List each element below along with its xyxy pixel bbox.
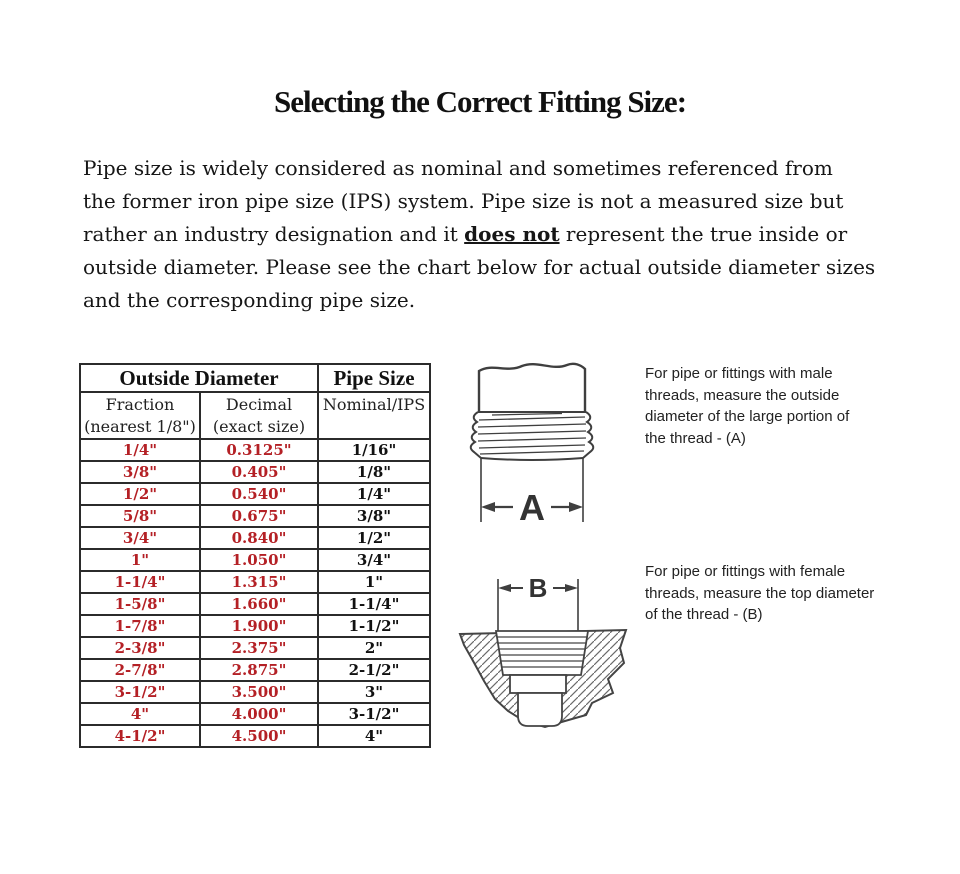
intro-paragraph bbox=[83, 152, 903, 317]
caption-line: the thread - (A) bbox=[645, 429, 746, 447]
decimal-sublabel: (exact size) bbox=[212, 417, 306, 436]
dimension-a bbox=[481, 487, 583, 528]
caption-line: threads, measure the top diameter bbox=[645, 584, 875, 602]
nominal-ips-label: Nominal/IPS bbox=[322, 395, 426, 414]
decimal-cell: 2.375" bbox=[200, 637, 318, 659]
male-fitting-diagram bbox=[452, 357, 642, 532]
fraction-cell: 1-5/8" bbox=[80, 593, 200, 615]
decimal-cell: 1.660" bbox=[200, 593, 318, 615]
dimension-a-label: A bbox=[519, 487, 545, 528]
table-sub-header-row bbox=[80, 392, 430, 439]
thread-bottom-edge bbox=[481, 458, 583, 460]
pipe-size-cell: 1-1/4" bbox=[318, 593, 430, 615]
table-row bbox=[80, 593, 430, 615]
caption-line: of the thread - (B) bbox=[645, 606, 763, 623]
decimal-cell: 4.000" bbox=[200, 703, 318, 725]
intro-line bbox=[83, 218, 903, 251]
dimension-b-right-arrowhead bbox=[565, 584, 578, 592]
pipe-size-cell: 1/16" bbox=[318, 439, 430, 461]
dimension-b-left-arrowhead bbox=[498, 584, 511, 592]
intro-line: Pipe size is widely considered as nominal and sometimes referenced from bbox=[83, 156, 833, 180]
decimal-cell: 0.675" bbox=[200, 505, 318, 527]
male-thread-caption bbox=[645, 363, 849, 449]
table-row bbox=[80, 571, 430, 593]
caption-line: For pipe or fittings with male bbox=[645, 365, 833, 382]
fraction-cell: 3-1/2" bbox=[80, 681, 200, 703]
pipe-size-cell: 1-1/2" bbox=[318, 615, 430, 637]
fraction-cell: 4" bbox=[80, 703, 200, 725]
decimal-cell: 4.500" bbox=[200, 725, 318, 747]
fraction-sublabel: (nearest 1/8") bbox=[84, 417, 196, 436]
decimal-cell: 3.500" bbox=[200, 681, 318, 703]
decimal-cell: 2.875" bbox=[200, 659, 318, 681]
table-row bbox=[80, 439, 430, 461]
pipe-size-cell: 4" bbox=[318, 725, 430, 747]
intro-line: the former iron pipe size (IPS) system. Pipe size is not a measured size but bbox=[83, 189, 844, 213]
fraction-cell: 1/4" bbox=[80, 439, 200, 461]
fraction-cell: 1" bbox=[80, 549, 200, 571]
hole-shoulder bbox=[510, 675, 566, 693]
decimal-label: Decimal bbox=[225, 395, 293, 414]
pipe-size-table bbox=[79, 363, 431, 748]
pipe-size-cell: 2-1/2" bbox=[318, 659, 430, 681]
pipe-body bbox=[479, 364, 585, 413]
nominal-ips-column-header bbox=[318, 392, 430, 439]
fraction-cell: 5/8" bbox=[80, 505, 200, 527]
fraction-cell: 2-7/8" bbox=[80, 659, 200, 681]
intro-line: and the corresponding pipe size. bbox=[83, 288, 416, 312]
table-group-header-row bbox=[80, 364, 430, 392]
decimal-cell: 1.900" bbox=[200, 615, 318, 637]
fraction-cell: 3/8" bbox=[80, 461, 200, 483]
intro-line3-pre: rather an industry designation and it bbox=[83, 222, 465, 246]
page-title: Selecting the Correct Fitting Size: bbox=[273, 84, 687, 119]
decimal-cell: 1.315" bbox=[200, 571, 318, 593]
table-row bbox=[80, 527, 430, 549]
pipe-size-cell: 3" bbox=[318, 681, 430, 703]
outside-diameter-header: Outside Diameter bbox=[80, 364, 318, 392]
table-row bbox=[80, 681, 430, 703]
dimension-b-label: B bbox=[528, 573, 548, 603]
pipe-size-cell: 2" bbox=[318, 637, 430, 659]
fraction-column-header bbox=[80, 392, 200, 439]
pipe-size-cell: 3/4" bbox=[318, 549, 430, 571]
table-row bbox=[80, 703, 430, 725]
intro-line3-post: represent the true inside or bbox=[559, 222, 848, 246]
decimal-cell: 0.840" bbox=[200, 527, 318, 549]
size-table-body bbox=[80, 439, 430, 747]
table-row bbox=[80, 637, 430, 659]
does-not-emphasis: does not bbox=[464, 222, 560, 246]
caption-line: diameter of the large portion of bbox=[645, 408, 850, 425]
table-row bbox=[80, 461, 430, 483]
fraction-cell: 1-1/4" bbox=[80, 571, 200, 593]
dimension-a-right-arrowhead bbox=[569, 502, 583, 512]
table-row bbox=[80, 549, 430, 571]
pipe-size-cell: 1/8" bbox=[318, 461, 430, 483]
fraction-cell: 1-7/8" bbox=[80, 615, 200, 637]
hole-bore bbox=[518, 693, 562, 726]
caption-line: threads, measure the outside bbox=[645, 386, 840, 404]
fraction-cell: 1/2" bbox=[80, 483, 200, 505]
pipe-size-header: Pipe Size bbox=[318, 364, 430, 392]
fraction-cell: 3/4" bbox=[80, 527, 200, 549]
decimal-cell: 0.3125" bbox=[200, 439, 318, 461]
pipe-size-cell: 3/8" bbox=[318, 505, 430, 527]
pipe-size-cell: 1/4" bbox=[318, 483, 430, 505]
fraction-cell: 4-1/2" bbox=[80, 725, 200, 747]
female-thread-caption bbox=[645, 561, 874, 626]
pipe-size-cell: 1/2" bbox=[318, 527, 430, 549]
decimal-column-header bbox=[200, 392, 318, 439]
fraction-label: Fraction bbox=[105, 395, 175, 414]
table-row bbox=[80, 483, 430, 505]
fraction-cell: 2-3/8" bbox=[80, 637, 200, 659]
table-row bbox=[80, 615, 430, 637]
table-row bbox=[80, 725, 430, 747]
decimal-cell: 0.540" bbox=[200, 483, 318, 505]
decimal-cell: 1.050" bbox=[200, 549, 318, 571]
decimal-cell: 0.405" bbox=[200, 461, 318, 483]
pipe-size-cell: 3-1/2" bbox=[318, 703, 430, 725]
female-fitting-diagram bbox=[450, 553, 650, 748]
table-row bbox=[80, 505, 430, 527]
table-row bbox=[80, 659, 430, 681]
dimension-b bbox=[498, 573, 578, 631]
caption-line: For pipe or fittings with female bbox=[645, 563, 846, 580]
pipe-size-cell: 1" bbox=[318, 571, 430, 593]
intro-line: outside diameter. Please see the chart below for actual outside diameter sizes bbox=[83, 255, 876, 279]
dimension-a-left-arrowhead bbox=[481, 502, 495, 512]
